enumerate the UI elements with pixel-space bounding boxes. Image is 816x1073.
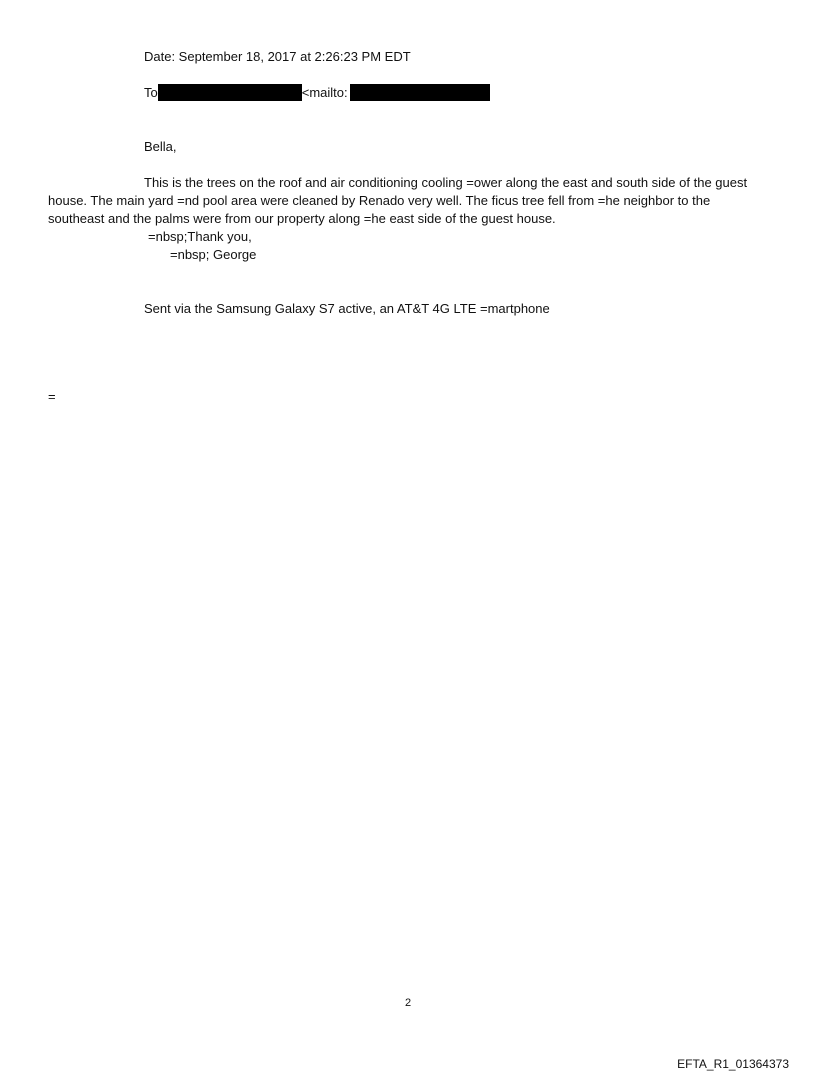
bates-number: EFTA_R1_01364373 (677, 1057, 789, 1071)
email-body-paragraph: This is the trees on the roof and air conditioning cooling =ower along the east and south side of the guest house. The main yard =nd pool area were cleaned by Renado very well. The ficus tree fell from =he neighbor to the southeast and the palms were from our property along =he east side of the guest house. (48, 175, 748, 226)
email-to-line (144, 84, 490, 102)
redaction-block-recipient-name (158, 84, 302, 101)
email-signature: =nbsp; George (170, 247, 257, 262)
page-number: 2 (404, 997, 412, 1009)
redaction-block-recipient-email (350, 84, 490, 101)
trailing-equals-mark: = (48, 389, 56, 404)
email-date-line: Date: September 18, 2017 at 2:26:23 PM EDT (144, 49, 411, 64)
mailto-label: <mailto: (301, 85, 348, 100)
email-sent-via-footer: Sent via the Samsung Galaxy S7 active, an AT&T 4G LTE =martphone (144, 301, 550, 316)
email-closing: =nbsp;Thank you, (148, 229, 252, 244)
to-label: To (144, 85, 158, 100)
email-greeting: Bella, (144, 139, 177, 154)
